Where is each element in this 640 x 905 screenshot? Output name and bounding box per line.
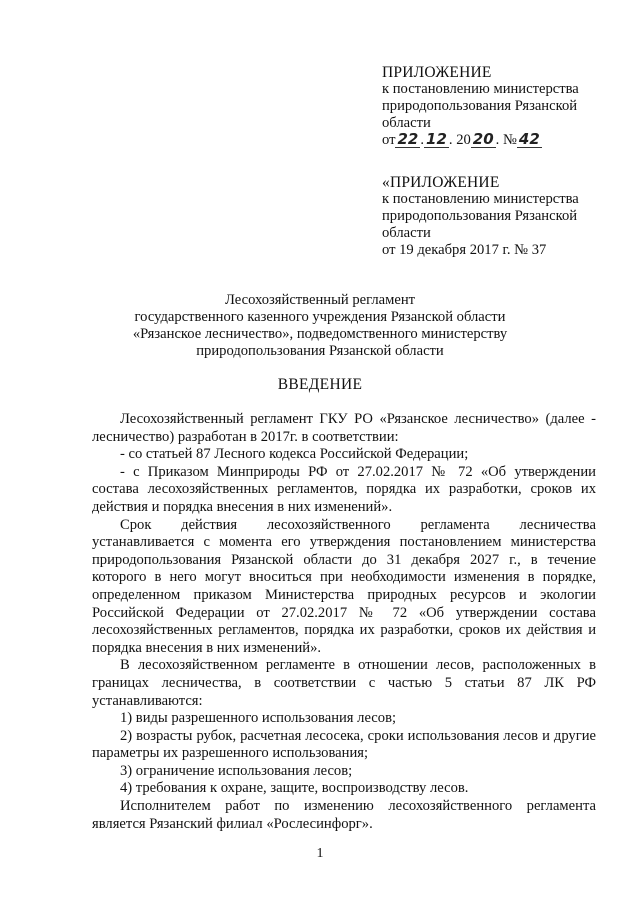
handwritten-month: 12 [426,130,447,148]
list-item: 3) ограничение использования лесов; [120,762,353,779]
appendix-line: области [382,225,431,241]
document-title [110,292,530,360]
paragraph: В лесохозяйственном регламенте в отношении лесов, расположенных в границах лесничества, в соответствии с частью 5 статьи 87 ЛК РФ устанавливаются: [92,657,596,709]
handwritten-day: 22 [397,130,419,148]
number-label: № [502,132,517,148]
appendix-line: области [382,115,431,131]
list-item: 1) виды разрешенного использования лесов; [120,710,397,727]
list-item: 2) возрасты рубок, расчетная лесосека, сроки использования лесов и другие параметры их разрешенного использования; [92,727,596,762]
list-item: - со статьей 87 Лесного кодекса Российской Федерации; [120,446,469,463]
paragraph-first-line: Срок действия лесохозяйственного регламента лесничества [120,516,596,533]
appendix-line: к постановлению министерства [382,81,579,97]
appendix-heading: ПРИЛОЖЕНИЕ [382,64,492,81]
paragraph: Лесохозяйственный регламент ГКУ РО «Рязанское лесничество» (далее - лесничество) разработан в 2017г. в соответствии: [92,411,596,445]
list-item: - с Приказом Минприроды РФ от 27.02.2017 № 72 «Об утверждении состава лесохозяйственных регламентов, порядка их разработки, сроков их действия и порядка внесения в них изменений». [92,463,596,515]
date-year-prefix: 20 [456,132,471,148]
appendix-date-line: от 22 . 12 . 20 20 . № 42 [382,130,540,148]
handwritten-number: 42 [518,130,540,148]
title-line: Лесохозяйственный регламент [224,292,416,308]
section-heading: ВВЕДЕНИЕ [277,376,363,393]
appendix-line: к постановлению министерства [382,191,579,207]
title-line: природопользования Рязанской области [196,343,444,359]
appendix-block-current [382,64,612,149]
paragraph: устанавливается с момента его утверждения постановлением министерства природопользования Рязанской области до 31 декабря 2027 г., в течение которого в него могут вноситься при необходимости изменения в порядке, определенном приказом Министерства природных ресурсов и экологии Российской Федерации от 27.02.2017 № 72 «Об утверждении состава лесохозяйственных регламентов, порядка их разработки, сроков их действия и порядка внесения в них изменений». [92,534,596,656]
appendix-block-previous [382,174,612,259]
list-item: 4) требования к охране, защите, воспроизводству лесов. [120,780,469,797]
document-body [92,411,596,833]
appendix-line: природопользования Рязанской [382,208,578,224]
title-line: государственного казенного учреждения Рязанской области [134,309,506,325]
appendix-date-line: от 19 декабря 2017 г. № 37 [382,242,547,258]
appendix-heading: «ПРИЛОЖЕНИЕ [382,174,500,191]
appendix-line: природопользования Рязанской [382,98,578,114]
title-line: «Рязанское лесничество», подведомственного министерству [132,326,508,342]
handwritten-year: 20 [472,130,494,148]
paragraph: Исполнителем работ по изменению лесохозяйственного регламента является Рязанский филиал «Рослесинфорг». [92,798,596,832]
date-prefix: от [382,132,396,148]
page-number: 1 [316,846,324,861]
